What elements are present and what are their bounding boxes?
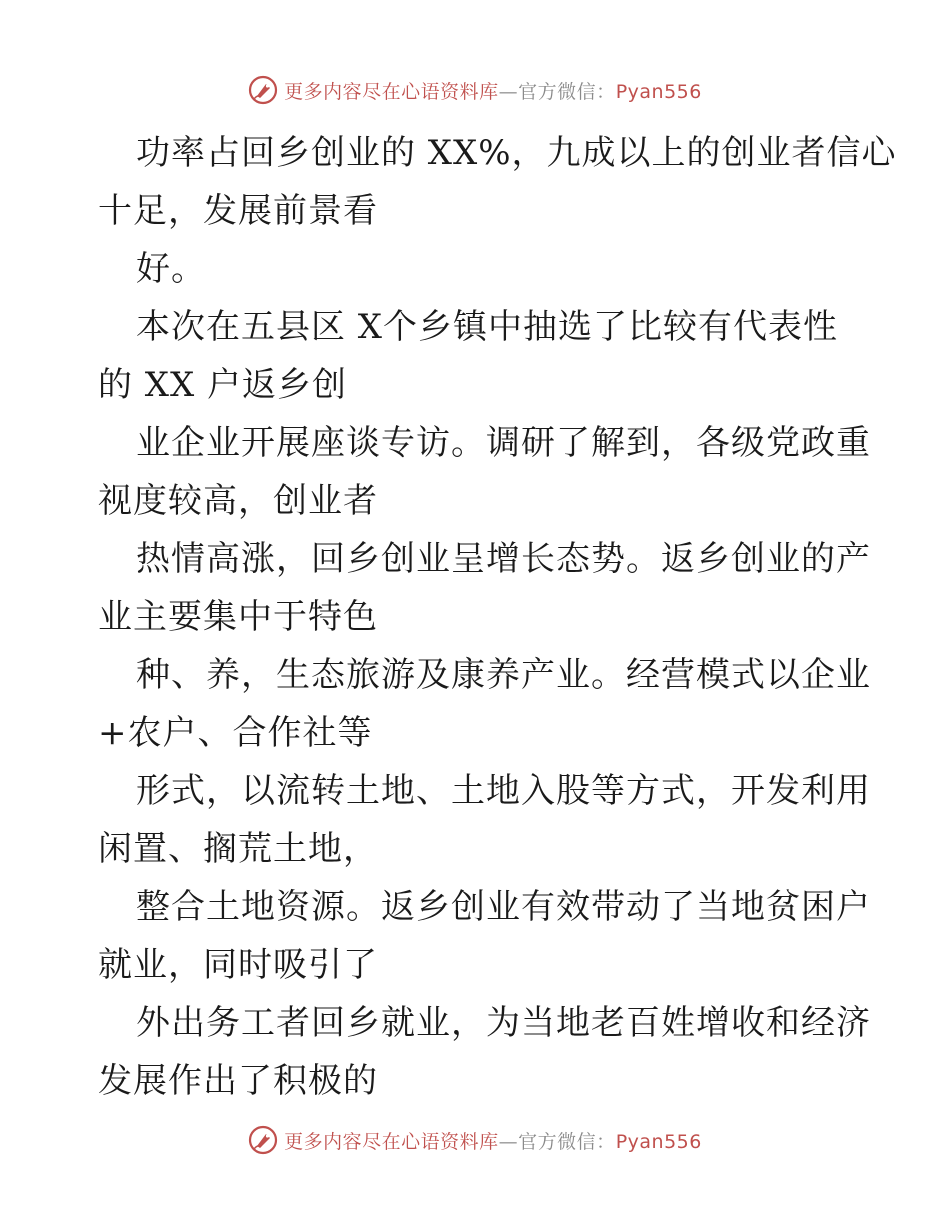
watermark-wechat-id: Pyan556 [615, 80, 702, 103]
watermark-dash: — [498, 80, 519, 103]
text-line: 功率占回乡创业的 XX%，九成以上的创业者信心 [136, 133, 897, 173]
text-line: 视度较高，创业者 [98, 481, 378, 521]
fountain-pen-logo-icon [248, 1125, 278, 1155]
watermark-official: 官方微信： [518, 1130, 616, 1153]
text-line: 发展作出了积极的 [98, 1061, 378, 1101]
text-line: 十足，发展前景看 [98, 191, 378, 231]
text-line: 就业，同时吸引了 [98, 945, 378, 985]
watermark-text [284, 1127, 702, 1154]
document-body [98, 124, 897, 1110]
watermark-wechat-id: Pyan556 [615, 1130, 702, 1153]
watermark-main: 更多内容尽在心语资料库 [284, 1130, 499, 1153]
watermark-dash: — [498, 1130, 519, 1153]
text-line: 种、养，生态旅游及康养产业。经营模式以企业 [136, 655, 871, 695]
text-line: 业主要集中于特色 [98, 597, 378, 637]
text-line: 闲置、搁荒土地， [98, 829, 378, 869]
text-line: 本次在五县区 X个乡镇中抽选了比较有代表性 [136, 307, 839, 347]
fountain-pen-logo-icon [248, 75, 278, 105]
text-line: 外出务工者回乡就业，为当地老百姓增收和经济 [136, 1003, 871, 1043]
watermark-main: 更多内容尽在心语资料库 [284, 80, 499, 103]
text-line: 的 XX 户返乡创 [98, 365, 348, 405]
text-line: +农户、合作社等 [98, 713, 373, 753]
footer-watermark [0, 1122, 950, 1158]
text-line: 业企业开展座谈专访。调研了解到，各级党政重 [136, 423, 871, 463]
text-line: 整合土地资源。返乡创业有效带动了当地贫困户 [136, 887, 871, 927]
text-line: 形式，以流转土地、土地入股等方式，开发利用 [136, 771, 871, 811]
text-line: 热情高涨，回乡创业呈增长态势。返乡创业的产 [136, 539, 871, 579]
watermark-text [284, 77, 702, 104]
text-line: 好。 [136, 249, 206, 289]
header-watermark [0, 72, 950, 108]
watermark-official: 官方微信： [518, 80, 616, 103]
